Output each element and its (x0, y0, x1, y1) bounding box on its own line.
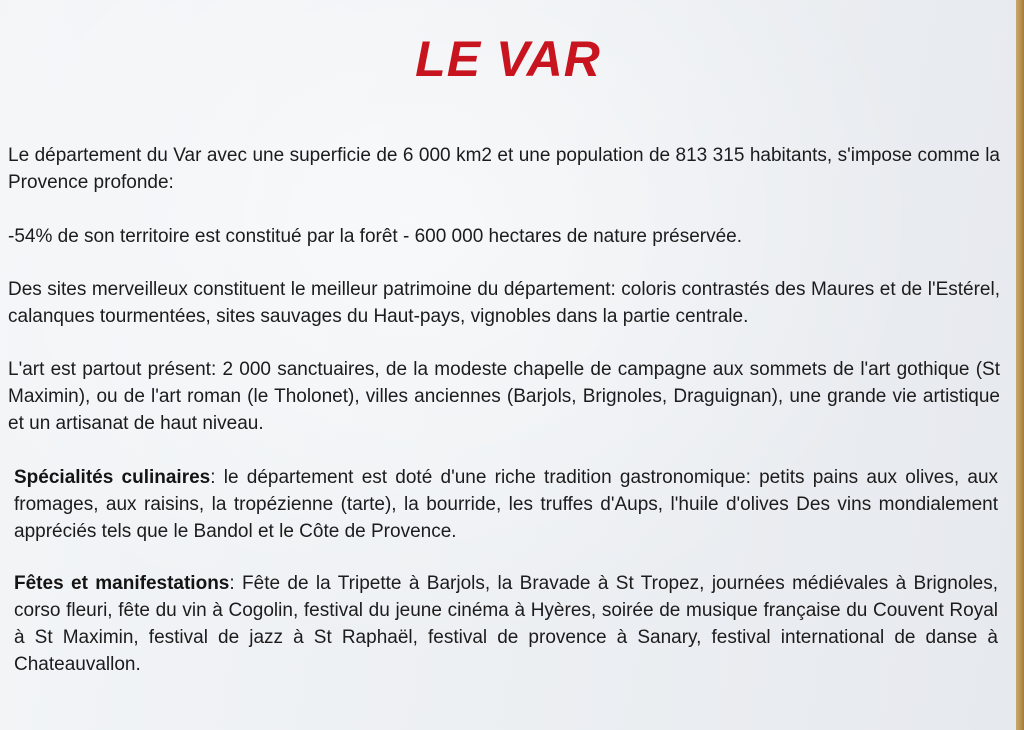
paragraph-art: L'art est partout présent: 2 000 sanctuaires, de la modeste chapelle de campagne aux sommets de l'art gothique (St Maximin), ou de l'art roman (le Tholonet), villes anciennes (Barjols, Brignoles, Draguignan), une grande vie artistique et un artisanat de haut niveau. (8, 359, 1000, 434)
paragraph-sites: Des sites merveilleux constituent le meilleur patrimoine du département: coloris contrastés des Maures et de l'Estérel, calanques tourmentées, sites sauvages du Haut-pays, vignobles dans la partie centrale. (8, 279, 1000, 327)
paragraph-area-population: Le département du Var avec une superficie de 6 000 km2 et une population de 813 315 habitants, s'impose comme la Provence profonde: (8, 145, 1000, 193)
specialites-text: : le département est doté d'une riche tradition gastronomique: petits pains aux olives, aux fromages, aux raisins, la tropézienne (tarte), la bourride, les truffes d'Aups, l'huile d'olives Des vins mondialement appréciés tels que le Bandol et le Côte de Provence. (14, 467, 999, 542)
fetes-text: : Fête de la Tripette à Barjols, la Bravade à St Tropez, journées médiévales à Brignoles, corso fleuri, fête du vin à Cogolin, festival du jeune cinéma à Hyères, soirée de musique française du Couvent Royal à St Maximin, festival de jazz à St Raphaël, festival de provence à Sanary, festival international de danse à Chateauvallon. (14, 573, 999, 675)
sign-title: LE VAR (415, 31, 601, 87)
fetes-heading: Fêtes et manifestations (14, 573, 230, 594)
paragraph-specialites (14, 464, 998, 545)
paragraph-fetes (14, 570, 998, 678)
specialites-heading: Spécialités culinaires (14, 467, 211, 488)
paragraph-forest: -54% de son territoire est constitué par la forêt - 600 000 hectares de nature préservée. (8, 226, 743, 247)
sign-frame-edge (1016, 0, 1024, 730)
